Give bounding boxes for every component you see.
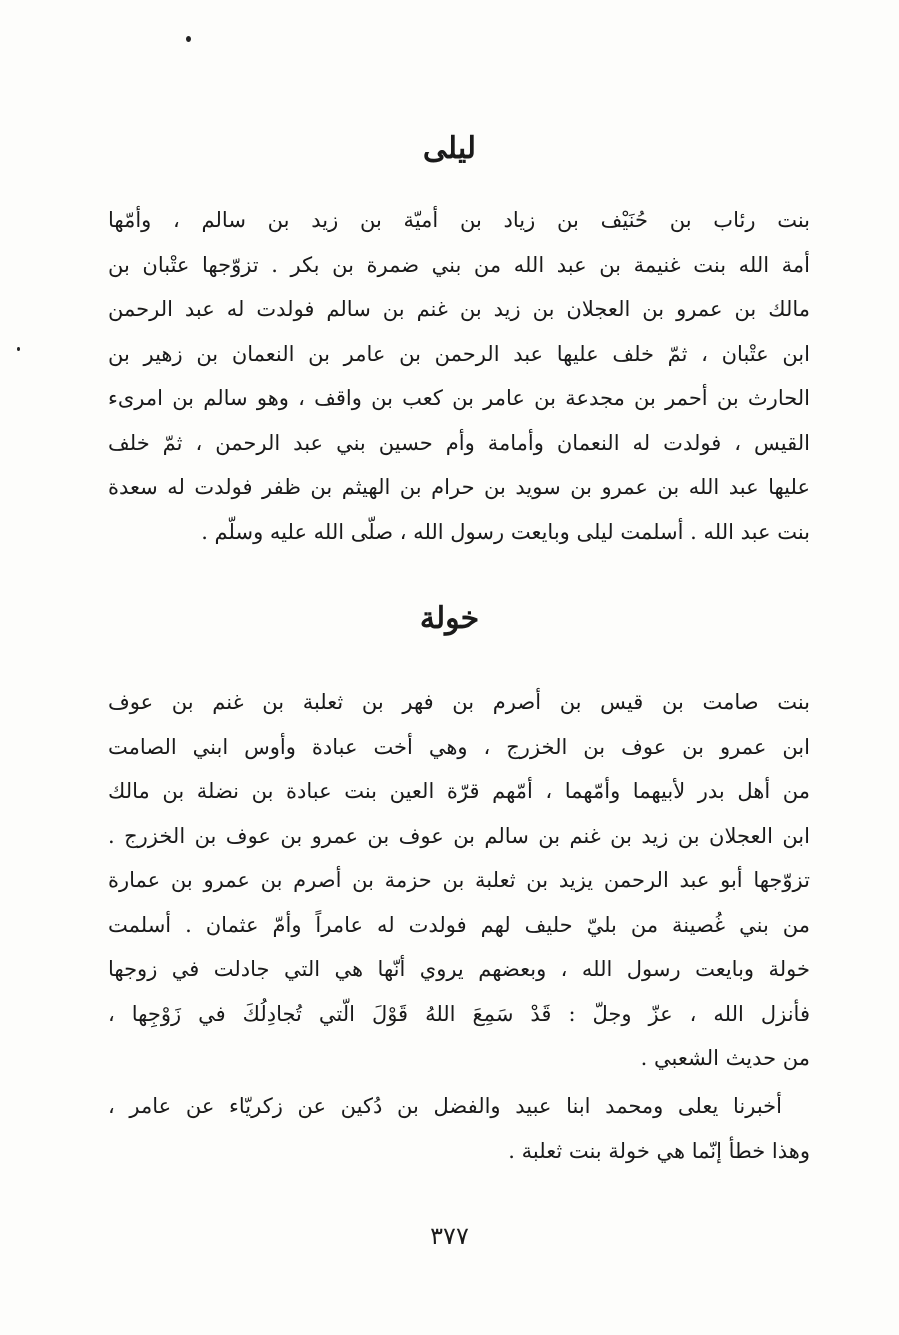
text-line: عليها عبد الله بن عمرو بن سويد بن حرام بن الهيثم بن ظفر فولدت له سعدة xyxy=(108,475,810,499)
text-line: خولة وبايعت رسول الله ، وبعضهم يروي أنّها هي التي جادلت في زوجها xyxy=(108,957,810,981)
section-title-khawla: خولة xyxy=(419,601,480,636)
text-line: أخبرنا يعلى ومحمد ابنا عبيد والفضل بن دُكين عن زكريّاء عن عامر ، xyxy=(108,1094,782,1118)
text-line: بنت رئاب بن حُنَيْف بن زياد بن أميّة بن زيد بن سالم ، وأمّها xyxy=(108,208,810,232)
text-line: بنت صامت بن قيس بن أصرم بن فهر بن ثعلبة بن غنم بن عوف xyxy=(108,690,810,714)
text-line: مالك بن عمرو بن العجلان بن زيد بن غنم بن سالم فولدت له عبد الرحمن xyxy=(108,297,810,321)
text-line: الحارث بن أحمر بن مجدعة بن عامر بن كعب بن واقف ، وهو سالم بن امرىء xyxy=(108,386,810,410)
text-line: من بني غُصينة من بليّ حليف لهم فولدت له عامراً وأمّ عثمان . أسلمت xyxy=(108,912,810,937)
section-title-layla: ليلى xyxy=(422,131,477,166)
section-note-khawla xyxy=(108,1084,810,1173)
text-line: القيس ، فولدت له النعمان وأمامة وأم حسين بني عبد الرحمن ، ثمّ خلف xyxy=(108,430,810,455)
text-line: بنت عبد الله . أسلمت ليلى وبايعت رسول الله ، صلّى الله عليه وسلّم . xyxy=(201,519,810,544)
text-line: وهذا خطأ إنّما هي خولة بنت ثعلبة . xyxy=(508,1138,810,1163)
text-line: من أهل بدر لأبيهما وأمّهما ، أمّهم قرّة العين بنت عبادة بن نضلة بن مالك xyxy=(108,779,810,803)
page-number: ٣٧٧ xyxy=(430,1222,469,1250)
text-line: أمة الله بنت غنيمة بن عبد الله من بني ضمرة بن بكر . تزوّجها عتْبان بن xyxy=(108,252,810,277)
ink-speck xyxy=(17,347,20,351)
text-line: من حديث الشعبي . xyxy=(640,1046,810,1070)
text-line: تزوّجها أبو عبد الرحمن يزيد بن ثعلبة بن حزمة بن أصرم بن عمرو بن عمارة xyxy=(108,868,810,892)
section-body-khawla xyxy=(108,680,810,1081)
text-line: فأنزل الله ، عزّ وجلّ : قَدْ سَمِعَ اللهُ قَوْلَ الّتي تُجادِلُكَ في زَوْجِها ، xyxy=(108,1001,810,1026)
section-body-layla xyxy=(108,198,810,554)
text-line: ابن عمرو بن عوف بن الخزرج ، وهي أخت عبادة وأوس ابني الصامت xyxy=(108,734,810,759)
ink-speck xyxy=(186,36,191,42)
text-line: ابن عتْبان ، ثمّ خلف عليها عبد الرحمن بن عامر بن النعمان بن زهير بن xyxy=(108,341,810,366)
text-line: ابن العجلان بن زيد بن غنم بن سالم بن عوف بن عمرو بن عوف بن الخزرج . xyxy=(108,823,810,848)
